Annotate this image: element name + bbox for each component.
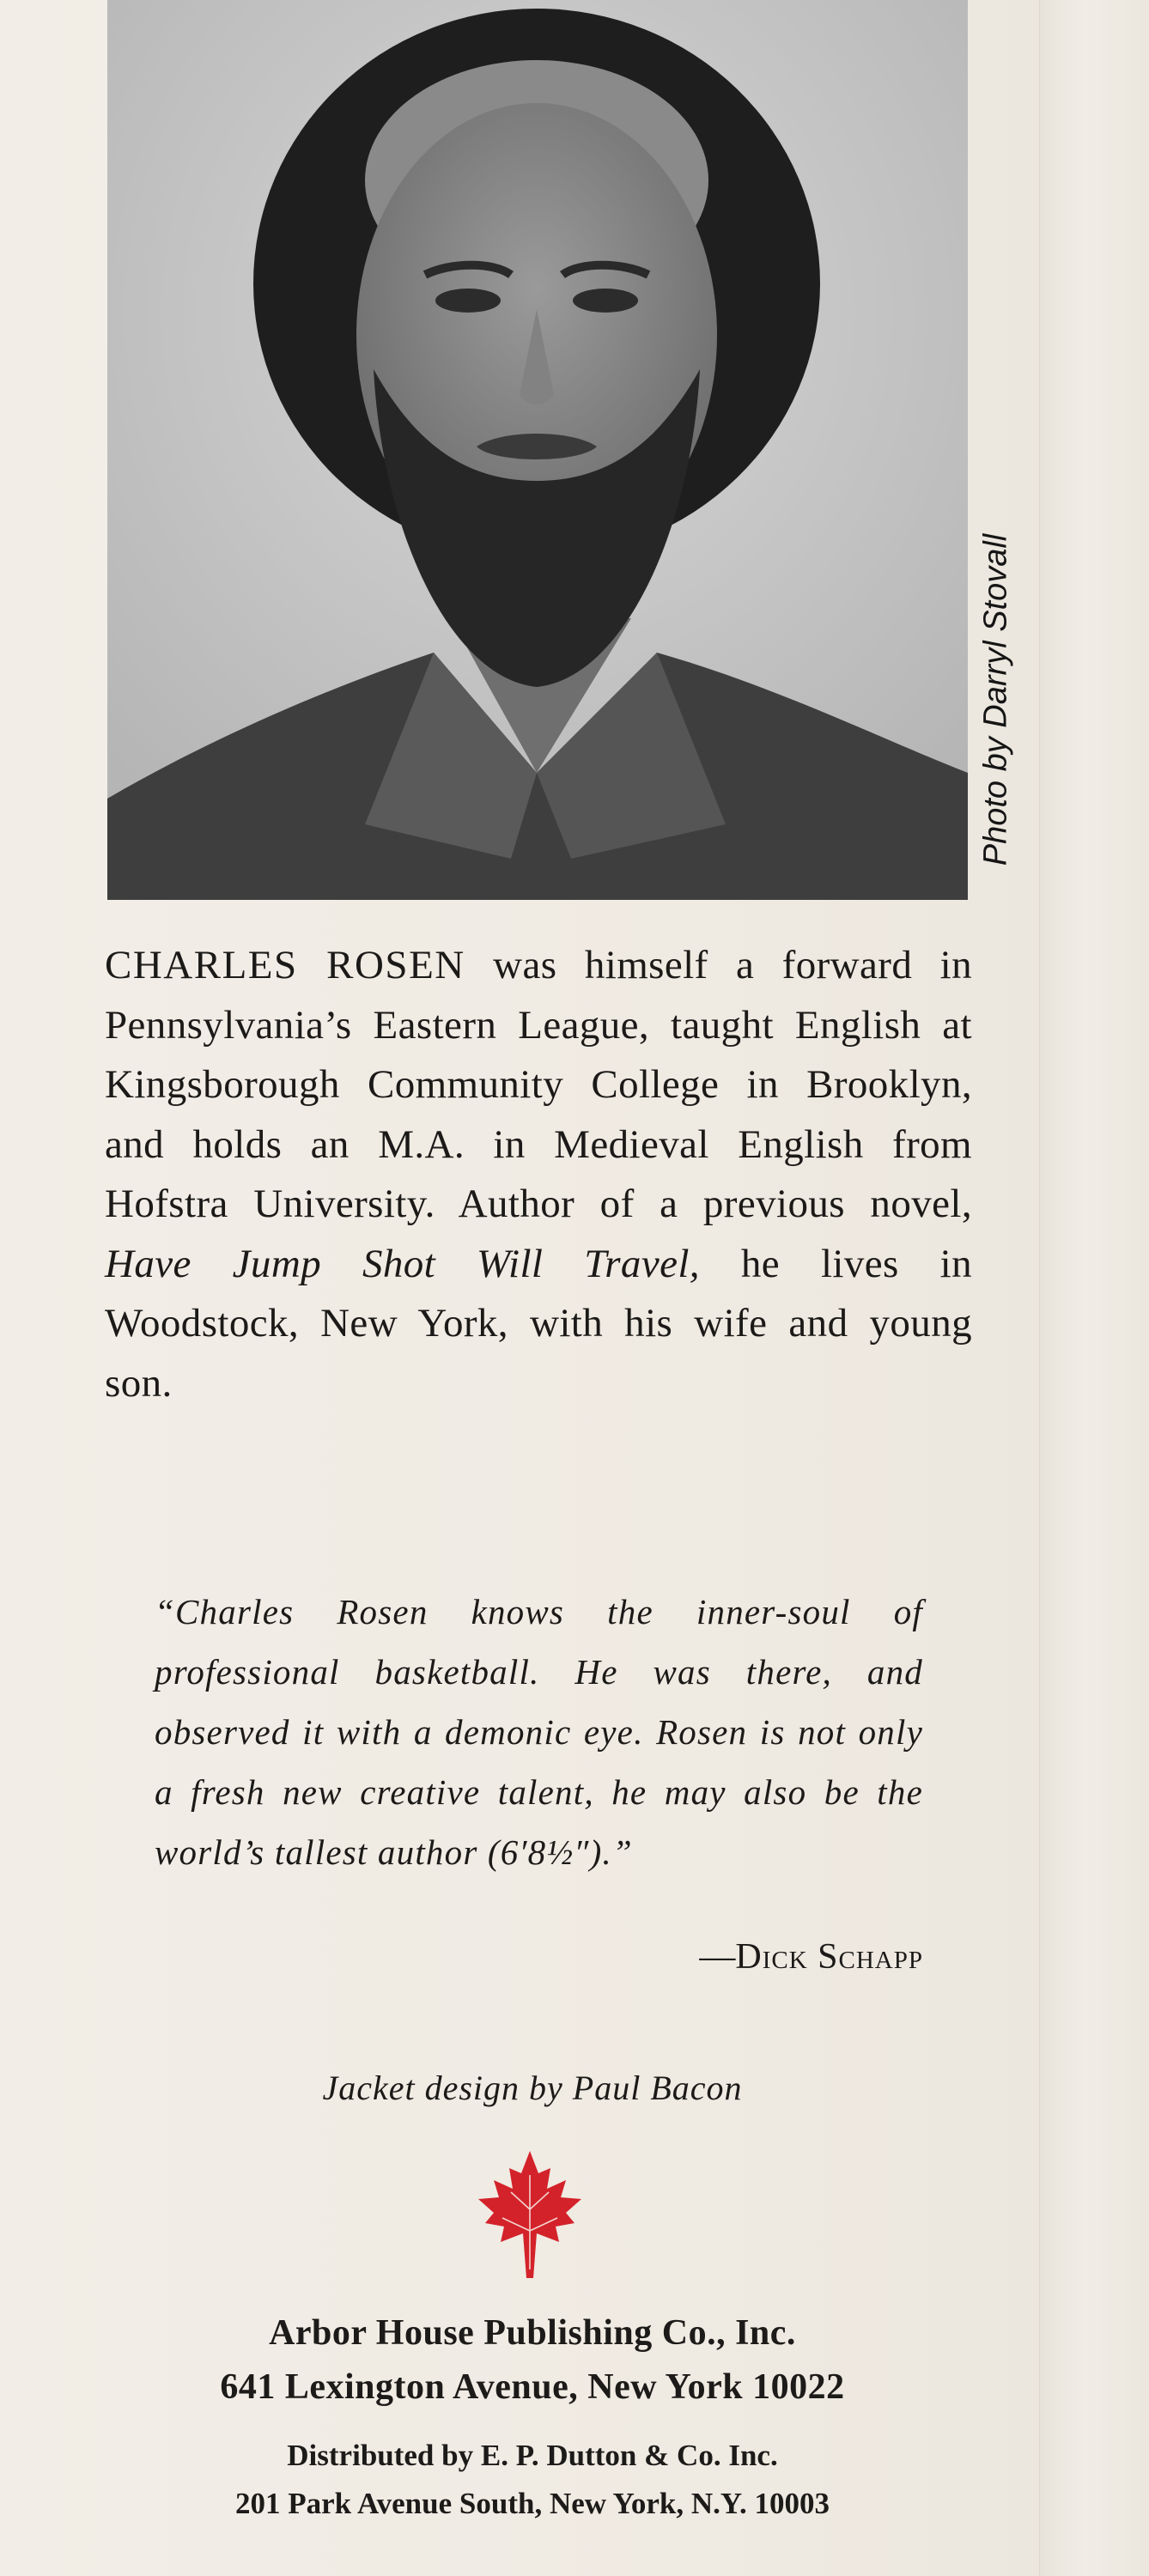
author-bio [105,936,972,1413]
photo-credit [979,494,1013,906]
photo-credit-text: Photo by Darryl Stovall [977,533,1014,866]
previous-novel-title: Have Jump Shot Will Travel, [105,1241,700,1286]
jacket-design-credit: Jacket design by Paul Bacon [322,2069,743,2107]
author-portrait-illustration [107,0,968,900]
attribution-name: Dick Schapp [735,1937,923,1977]
bio-text-2: he lives in Woodstock, New York, with his wife and young son. [105,1241,972,1406]
publisher-address: 641 Lexington Avenue, New York 10022 [220,2367,845,2407]
distributor-address: 201 Park Avenue South, New York, N.Y. 10003 [235,2487,830,2520]
author-name: CHARLES ROSEN [105,943,465,987]
distributor-name: Distributed by E. P. Dutton & Co. Inc. [287,2439,778,2472]
publisher-name: Arbor House Publishing Co., Inc. [269,2313,796,2353]
attribution-dash: — [699,1937,736,1977]
review-quote: “Charles Rosen knows the inner-soul of professional basketball. He was there, and observed it with a demonic eye. Rosen is not only a fresh new creative talent, he may also be the world’s tallest author (6′8½″).” [155,1592,923,1872]
author-photo [107,0,968,900]
bio-text-1: was himself a forward in Pennsylvania’s Eastern League, taught English at Kingsborough Community College in Brooklyn, and holds an M.A. in Medieval English from Hofstra University. Author of a previous novel, [105,943,972,1226]
flap-fold-edge [1039,0,1149,2576]
quote-attribution [515,1936,923,1978]
maple-leaf-icon [477,2149,584,2278]
